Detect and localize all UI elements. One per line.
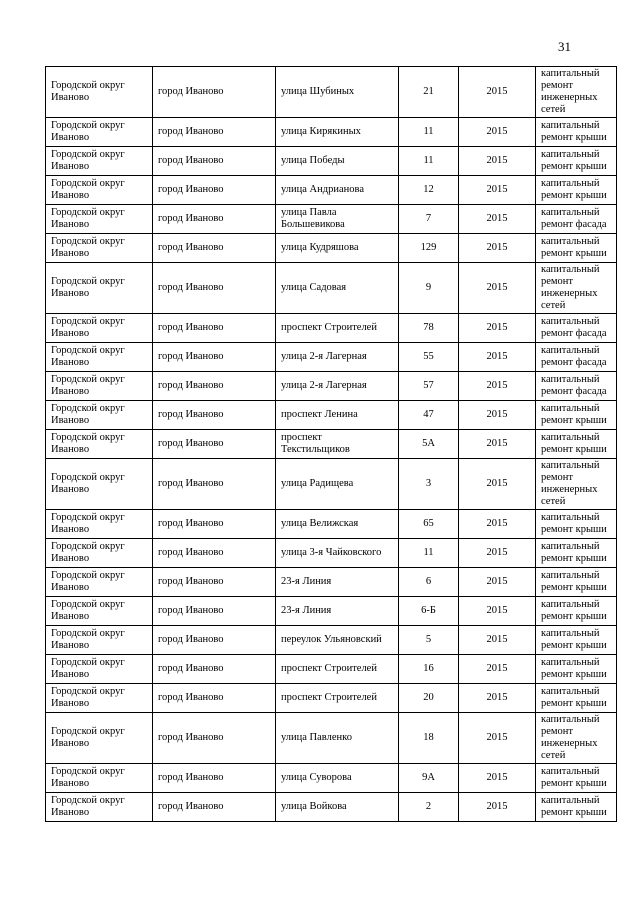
year-cell: 2015 bbox=[459, 764, 536, 793]
settlement-cell: город Иваново bbox=[153, 684, 276, 713]
year-cell: 2015 bbox=[459, 147, 536, 176]
street-cell: улица Павла Большевикова bbox=[276, 205, 399, 234]
work-type-cell: капитальный ремонт крыши bbox=[536, 234, 617, 263]
street-cell: 23-я Линия bbox=[276, 597, 399, 626]
work-type-cell: капитальный ремонт крыши bbox=[536, 430, 617, 459]
settlement-cell: город Иваново bbox=[153, 343, 276, 372]
page-number: 31 bbox=[558, 39, 571, 54]
year-cell: 2015 bbox=[459, 539, 536, 568]
work-type-cell: капитальный ремонт фасада bbox=[536, 205, 617, 234]
table-row bbox=[46, 793, 617, 822]
house-number-cell: 6-Б bbox=[399, 597, 459, 626]
street-cell: проспект Строителей bbox=[276, 655, 399, 684]
work-type-cell: капитальный ремонт крыши bbox=[536, 684, 617, 713]
work-type-cell: капитальный ремонт крыши bbox=[536, 655, 617, 684]
house-number-cell: 18 bbox=[399, 713, 459, 764]
municipality-cell: Городской округ Иваново bbox=[46, 655, 153, 684]
house-number-cell: 57 bbox=[399, 372, 459, 401]
year-cell: 2015 bbox=[459, 67, 536, 118]
municipality-cell: Городской округ Иваново bbox=[46, 510, 153, 539]
year-cell: 2015 bbox=[459, 655, 536, 684]
street-cell: улица Велижская bbox=[276, 510, 399, 539]
work-type-cell: капитальный ремонт крыши bbox=[536, 118, 617, 147]
house-number-cell: 55 bbox=[399, 343, 459, 372]
house-number-cell: 6 bbox=[399, 568, 459, 597]
table-row bbox=[46, 539, 617, 568]
house-number-cell: 21 bbox=[399, 67, 459, 118]
house-number-cell: 11 bbox=[399, 539, 459, 568]
settlement-cell: город Иваново bbox=[153, 597, 276, 626]
house-number-cell: 5А bbox=[399, 430, 459, 459]
house-number-cell: 78 bbox=[399, 314, 459, 343]
settlement-cell: город Иваново bbox=[153, 401, 276, 430]
settlement-cell: город Иваново bbox=[153, 655, 276, 684]
year-cell: 2015 bbox=[459, 118, 536, 147]
settlement-cell: город Иваново bbox=[153, 459, 276, 510]
housing-repair-table bbox=[45, 66, 617, 822]
work-type-cell: капитальный ремонт инженерных сетей bbox=[536, 713, 617, 764]
work-type-cell: капитальный ремонт крыши bbox=[536, 626, 617, 655]
year-cell: 2015 bbox=[459, 176, 536, 205]
municipality-cell: Городской округ Иваново bbox=[46, 343, 153, 372]
house-number-cell: 2 bbox=[399, 793, 459, 822]
street-cell: переулок Ульяновский bbox=[276, 626, 399, 655]
work-type-cell: капитальный ремонт крыши bbox=[536, 597, 617, 626]
work-type-cell: капитальный ремонт крыши bbox=[536, 176, 617, 205]
work-type-cell: капитальный ремонт инженерных сетей bbox=[536, 67, 617, 118]
settlement-cell: город Иваново bbox=[153, 510, 276, 539]
municipality-cell: Городской округ Иваново bbox=[46, 793, 153, 822]
year-cell: 2015 bbox=[459, 234, 536, 263]
house-number-cell: 16 bbox=[399, 655, 459, 684]
work-type-cell: капитальный ремонт фасада bbox=[536, 372, 617, 401]
work-type-cell: капитальный ремонт крыши bbox=[536, 539, 617, 568]
municipality-cell: Городской округ Иваново bbox=[46, 597, 153, 626]
settlement-cell: город Иваново bbox=[153, 430, 276, 459]
settlement-cell: город Иваново bbox=[153, 793, 276, 822]
work-type-cell: капитальный ремонт крыши bbox=[536, 793, 617, 822]
municipality-cell: Городской округ Иваново bbox=[46, 263, 153, 314]
street-cell: улица Кудряшова bbox=[276, 234, 399, 263]
table-row bbox=[46, 626, 617, 655]
settlement-cell: город Иваново bbox=[153, 372, 276, 401]
year-cell: 2015 bbox=[459, 314, 536, 343]
street-cell: проспект Строителей bbox=[276, 314, 399, 343]
table-row bbox=[46, 597, 617, 626]
table-body bbox=[46, 67, 617, 822]
year-cell: 2015 bbox=[459, 205, 536, 234]
settlement-cell: город Иваново bbox=[153, 568, 276, 597]
settlement-cell: город Иваново bbox=[153, 205, 276, 234]
house-number-cell: 7 bbox=[399, 205, 459, 234]
municipality-cell: Городской округ Иваново bbox=[46, 147, 153, 176]
street-cell: улица 2-я Лагерная bbox=[276, 372, 399, 401]
house-number-cell: 12 bbox=[399, 176, 459, 205]
settlement-cell: город Иваново bbox=[153, 147, 276, 176]
work-type-cell: капитальный ремонт крыши bbox=[536, 764, 617, 793]
settlement-cell: город Иваново bbox=[153, 713, 276, 764]
municipality-cell: Городской округ Иваново bbox=[46, 459, 153, 510]
municipality-cell: Городской округ Иваново bbox=[46, 401, 153, 430]
table-row bbox=[46, 205, 617, 234]
year-cell: 2015 bbox=[459, 684, 536, 713]
year-cell: 2015 bbox=[459, 459, 536, 510]
work-type-cell: капитальный ремонт фасада bbox=[536, 343, 617, 372]
house-number-cell: 9 bbox=[399, 263, 459, 314]
year-cell: 2015 bbox=[459, 343, 536, 372]
table-row bbox=[46, 314, 617, 343]
settlement-cell: город Иваново bbox=[153, 234, 276, 263]
street-cell: улица Кирякиных bbox=[276, 118, 399, 147]
work-type-cell: капитальный ремонт крыши bbox=[536, 147, 617, 176]
table-row bbox=[46, 764, 617, 793]
settlement-cell: город Иваново bbox=[153, 67, 276, 118]
street-cell: проспект Ленина bbox=[276, 401, 399, 430]
street-cell: проспект Строителей bbox=[276, 684, 399, 713]
municipality-cell: Городской округ Иваново bbox=[46, 568, 153, 597]
work-type-cell: капитальный ремонт фасада bbox=[536, 314, 617, 343]
municipality-cell: Городской округ Иваново bbox=[46, 205, 153, 234]
municipality-cell: Городской округ Иваново bbox=[46, 626, 153, 655]
street-cell: 23-я Линия bbox=[276, 568, 399, 597]
municipality-cell: Городской округ Иваново bbox=[46, 539, 153, 568]
house-number-cell: 129 bbox=[399, 234, 459, 263]
year-cell: 2015 bbox=[459, 372, 536, 401]
house-number-cell: 9А bbox=[399, 764, 459, 793]
table-row bbox=[46, 568, 617, 597]
house-number-cell: 11 bbox=[399, 118, 459, 147]
work-type-cell: капитальный ремонт крыши bbox=[536, 401, 617, 430]
municipality-cell: Городской округ Иваново bbox=[46, 314, 153, 343]
table-row bbox=[46, 430, 617, 459]
table-row bbox=[46, 67, 617, 118]
table-row bbox=[46, 118, 617, 147]
work-type-cell: капитальный ремонт крыши bbox=[536, 510, 617, 539]
municipality-cell: Городской округ Иваново bbox=[46, 430, 153, 459]
table-row bbox=[46, 684, 617, 713]
table-row bbox=[46, 263, 617, 314]
work-type-cell: капитальный ремонт крыши bbox=[536, 568, 617, 597]
year-cell: 2015 bbox=[459, 263, 536, 314]
table-row bbox=[46, 372, 617, 401]
street-cell: улица Войкова bbox=[276, 793, 399, 822]
year-cell: 2015 bbox=[459, 430, 536, 459]
street-cell: улица Андрианова bbox=[276, 176, 399, 205]
house-number-cell: 11 bbox=[399, 147, 459, 176]
settlement-cell: город Иваново bbox=[153, 118, 276, 147]
table-row bbox=[46, 655, 617, 684]
settlement-cell: город Иваново bbox=[153, 176, 276, 205]
table-row bbox=[46, 176, 617, 205]
settlement-cell: город Иваново bbox=[153, 626, 276, 655]
municipality-cell: Городской округ Иваново bbox=[46, 713, 153, 764]
municipality-cell: Городской округ Иваново bbox=[46, 176, 153, 205]
table-row bbox=[46, 343, 617, 372]
street-cell: улица Радищева bbox=[276, 459, 399, 510]
year-cell: 2015 bbox=[459, 626, 536, 655]
municipality-cell: Городской округ Иваново bbox=[46, 372, 153, 401]
house-number-cell: 5 bbox=[399, 626, 459, 655]
street-cell: улица Шубиных bbox=[276, 67, 399, 118]
house-number-cell: 47 bbox=[399, 401, 459, 430]
municipality-cell: Городской округ Иваново bbox=[46, 684, 153, 713]
year-cell: 2015 bbox=[459, 401, 536, 430]
year-cell: 2015 bbox=[459, 597, 536, 626]
settlement-cell: город Иваново bbox=[153, 539, 276, 568]
house-number-cell: 20 bbox=[399, 684, 459, 713]
municipality-cell: Городской округ Иваново bbox=[46, 234, 153, 263]
street-cell: проспект Текстильщиков bbox=[276, 430, 399, 459]
table-row bbox=[46, 459, 617, 510]
work-type-cell: капитальный ремонт инженерных сетей bbox=[536, 459, 617, 510]
work-type-cell: капитальный ремонт инженерных сетей bbox=[536, 263, 617, 314]
year-cell: 2015 bbox=[459, 510, 536, 539]
street-cell: улица Садовая bbox=[276, 263, 399, 314]
municipality-cell: Городской округ Иваново bbox=[46, 764, 153, 793]
settlement-cell: город Иваново bbox=[153, 764, 276, 793]
house-number-cell: 65 bbox=[399, 510, 459, 539]
table-row bbox=[46, 510, 617, 539]
street-cell: улица Победы bbox=[276, 147, 399, 176]
street-cell: улица Павленко bbox=[276, 713, 399, 764]
year-cell: 2015 bbox=[459, 568, 536, 597]
year-cell: 2015 bbox=[459, 793, 536, 822]
settlement-cell: город Иваново bbox=[153, 263, 276, 314]
street-cell: улица Суворова bbox=[276, 764, 399, 793]
street-cell: улица 3-я Чайковского bbox=[276, 539, 399, 568]
year-cell: 2015 bbox=[459, 713, 536, 764]
house-number-cell: 3 bbox=[399, 459, 459, 510]
table-row bbox=[46, 147, 617, 176]
settlement-cell: город Иваново bbox=[153, 314, 276, 343]
municipality-cell: Городской округ Иваново bbox=[46, 118, 153, 147]
table-row bbox=[46, 713, 617, 764]
municipality-cell: Городской округ Иваново bbox=[46, 67, 153, 118]
table-row bbox=[46, 401, 617, 430]
table-row bbox=[46, 234, 617, 263]
street-cell: улица 2-я Лагерная bbox=[276, 343, 399, 372]
